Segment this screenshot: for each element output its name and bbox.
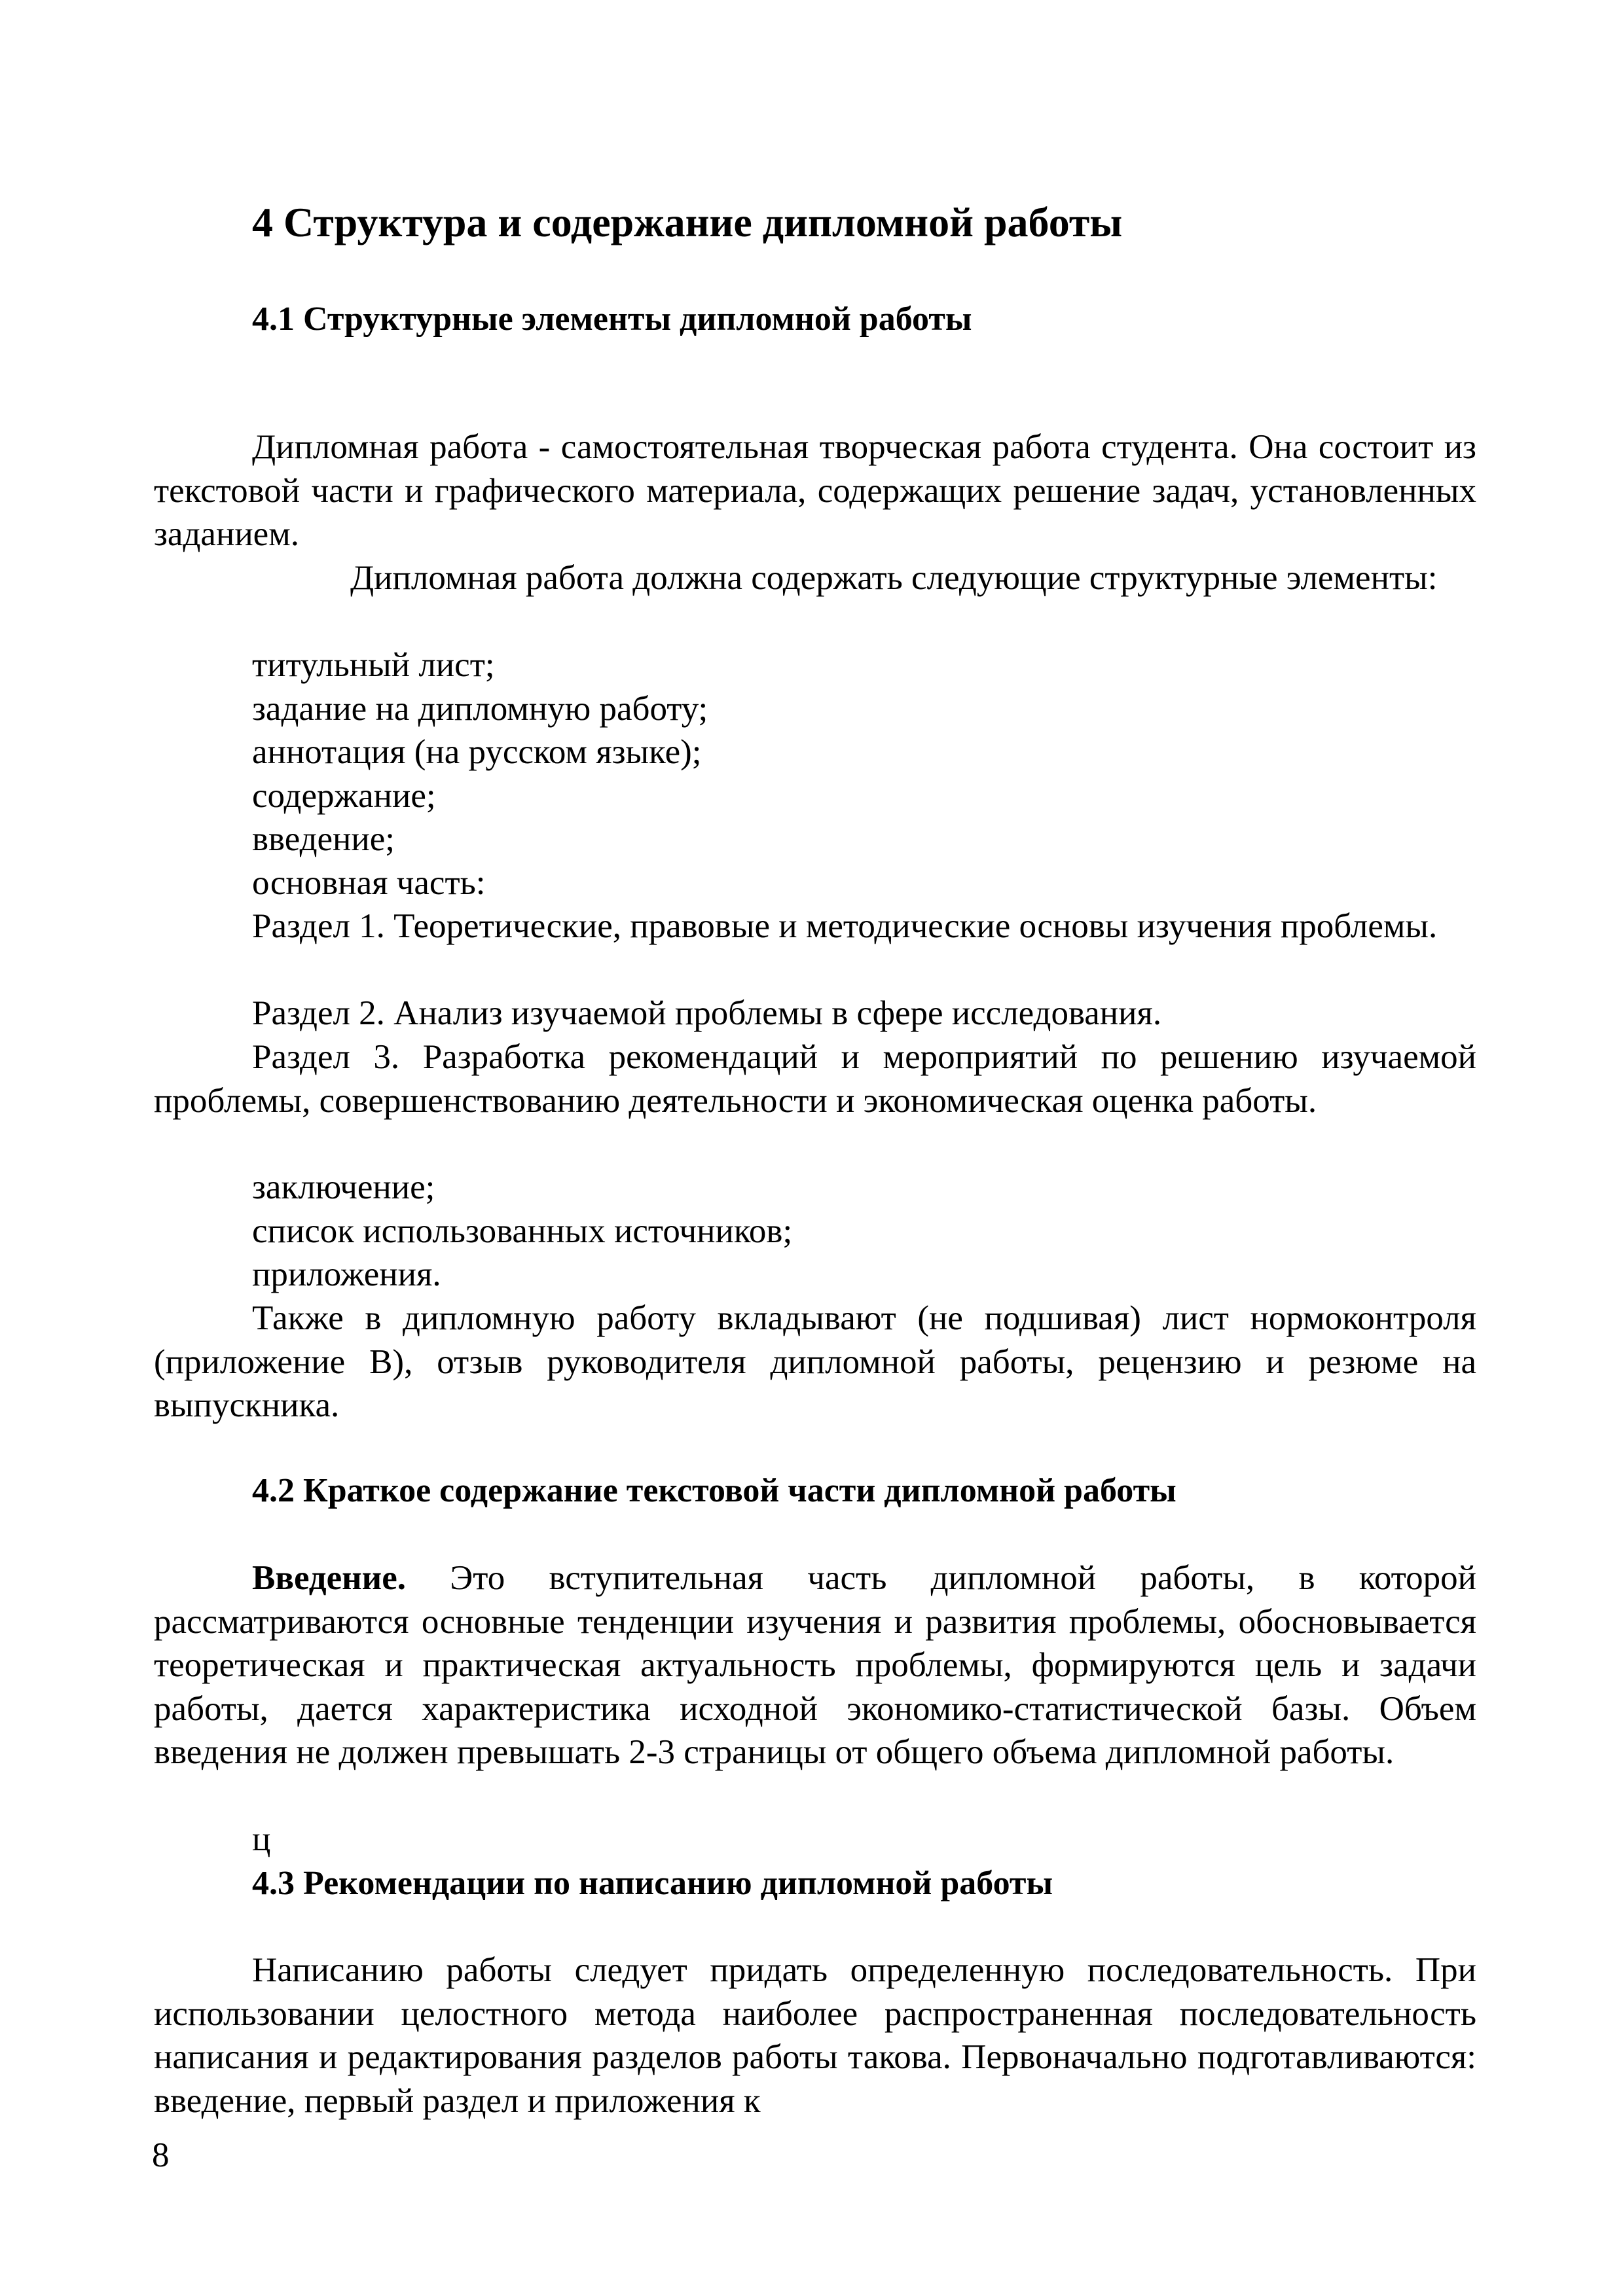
list-item: список использованных источников; — [252, 1212, 793, 1250]
page-number: 8 — [152, 2136, 170, 2174]
section-4-3-paragraph: Написанию работы следует придать определенную последовательность. При использовании целостного метода наиболее распространенная последовательность написания и редактирования разделов работы такова. Первоначально подготавливаются: введение, первый раздел и приложения к — [154, 1951, 1476, 2120]
section-4-2-title: 4.2 Краткое содержание текстовой части дипломной работы — [252, 1472, 1176, 1509]
section-4-3-title: 4.3 Рекомендации по написанию дипломной работы — [252, 1865, 1053, 1902]
list-item: содержание; — [252, 777, 436, 815]
main-part-section-3: Раздел 3. Разработка рекомендаций и мероприятий по решению изучаемой проблемы, совершенствованию деятельности и экономическая оценка работы. — [154, 1038, 1476, 1120]
chapter-title: 4 Структура и содержание дипломной работы — [252, 199, 1123, 245]
introduction-lead: Введение. — [252, 1559, 406, 1597]
list-item: титульный лист; — [252, 646, 495, 684]
list-item: задание на дипломную работу; — [252, 690, 708, 728]
list-item: основная часть: — [252, 864, 486, 902]
main-part-section-2: Раздел 2. Анализ изучаемой проблемы в сфере исследования. — [252, 994, 1162, 1032]
list-item: заключение; — [252, 1168, 435, 1206]
list-item: приложения. — [252, 1255, 441, 1293]
list-item: аннотация (на русском языке); — [252, 733, 702, 771]
stray-character: ц — [252, 1820, 271, 1858]
attachments-paragraph: Также в дипломную работу вкладывают (не подшивая) лист нормоконтроля (приложение В), отзыв руководителя дипломной работы, рецензию и резюме на выпускника. — [154, 1299, 1476, 1424]
introduction-text: Это вступительная часть дипломной работы, в которой рассматриваются основные тенденции изучения и развития проблемы, обосновывается теоретическая и практическая актуальность проблемы, формируются цель и задачи работы, дается характеристика исходной экономико-статистической базы. Объем введения не должен превышать 2-3 страницы от общего объема дипломной работы. — [154, 1559, 1476, 1771]
section-4-1-intro: Дипломная работа - самостоятельная творческая работа студента. Она состоит из текстовой части и графического материала, содержащих решение задач, установленных заданием. — [154, 428, 1476, 553]
structure-elements-intro: Дипломная работа должна содержать следующие структурные элементы: — [350, 559, 1438, 597]
introduction-paragraph — [154, 1556, 1476, 1774]
list-item: введение; — [252, 820, 395, 858]
section-4-1-title: 4.1 Структурные элементы дипломной работы — [252, 300, 972, 338]
main-part-section-1: Раздел 1. Теоретические, правовые и методические основы изучения проблемы. — [252, 907, 1438, 945]
